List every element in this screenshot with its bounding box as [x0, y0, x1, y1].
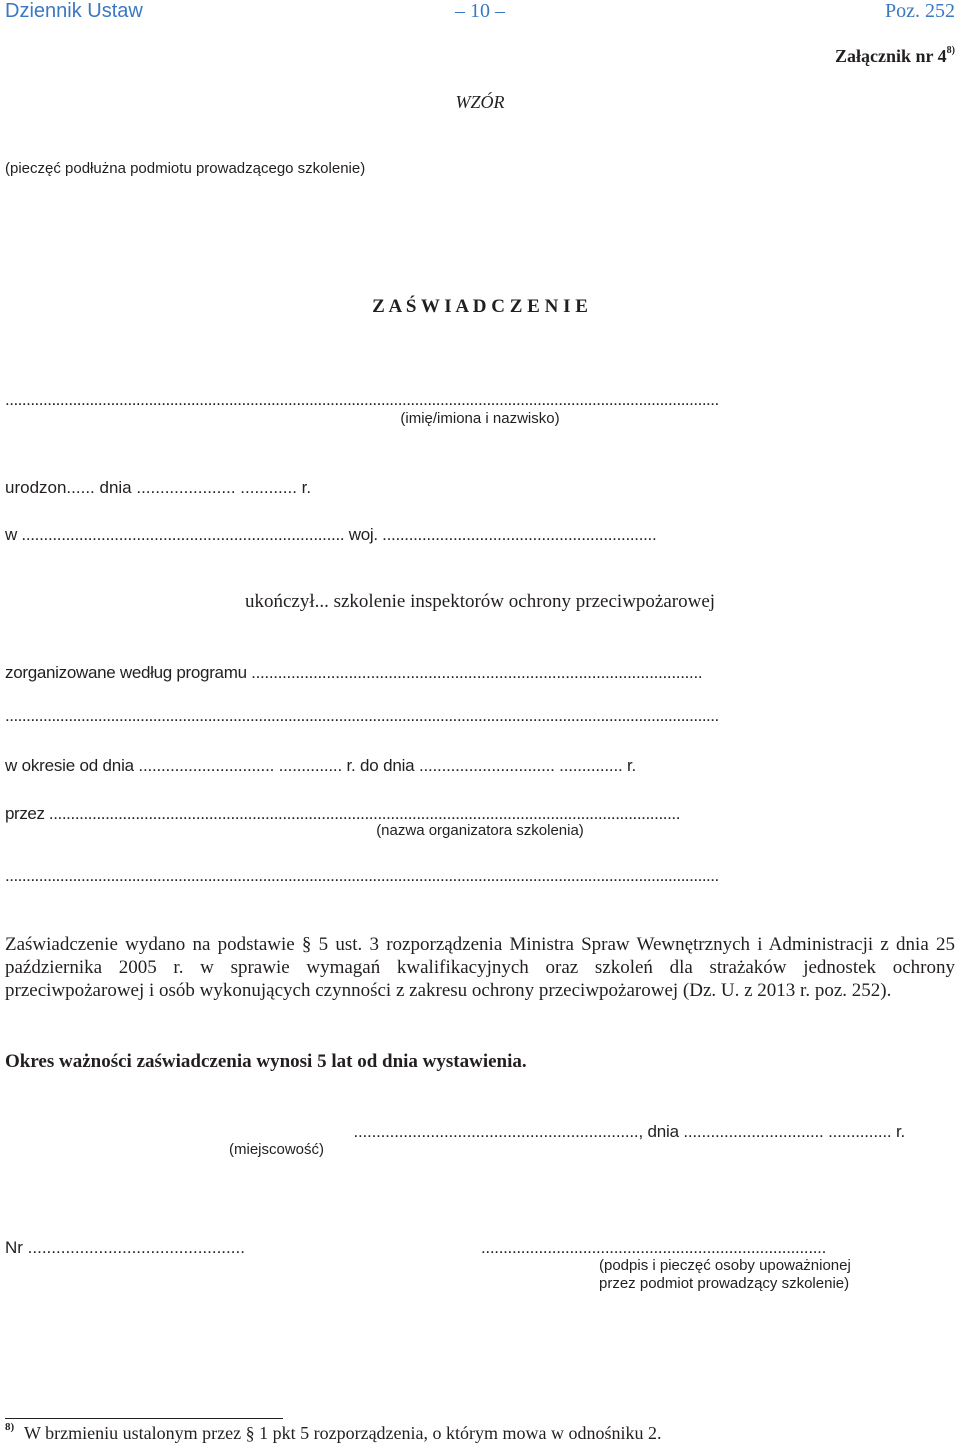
signature-caption-2: przez podmiot prowadzący szkolenie)	[599, 1275, 850, 1292]
signature-caption-1: (podpis i pieczęć osoby upoważnionej	[599, 1257, 851, 1274]
name-field[interactable]: .........................................................................................................................................................................	[5, 390, 719, 409]
birth-place-field[interactable]: w ......................................................................... woj. ..............................................................	[5, 525, 657, 544]
organizer-field-continued[interactable]: .........................................................................................................................................................................	[5, 866, 719, 885]
program-field[interactable]: zorganizowane według programu ......................................................................................................	[5, 663, 703, 682]
name-caption: (imię/imiona i nazwisko)	[400, 410, 560, 427]
period-field[interactable]: w okresie od dnia .............................. .............. r. do dnia .............................. .............. r.	[5, 756, 637, 775]
annex-label-text: Załącznik nr 4	[834, 46, 947, 66]
form-marker: WZÓR	[455, 92, 505, 112]
footnote-text: W brzmieniu ustalonym przez § 1 pkt 5 rozporządzenia, o którym mowa w odnośniku 2.	[24, 1423, 662, 1443]
place-date-field[interactable]: ..............................................................., dnia ............................... .............. r.	[353, 1122, 905, 1141]
journal-title: Dziennik Ustaw	[5, 0, 143, 22]
program-field-continued[interactable]: .........................................................................................................................................................................	[5, 706, 719, 725]
footnote-divider	[5, 1418, 283, 1419]
signature-field[interactable]: ..............................................................................	[481, 1238, 827, 1257]
legal-basis-paragraph: Zaświadczenie wydano na podstawie § 5 ust. 3 rozporządzenia Ministra Spraw Wewnętrznych i Administracji z dnia 25 października 2005 r. w sprawie wymagań kwalifikacyjnych oraz szkoleń dla strażaków jednostek ochrony przeciwpożarowej i osób wykonujących czynności z zakresu ochrony przeciwpożarowej (Dz. U. z 2013 r. poz. 252).	[5, 934, 955, 1001]
completed-course-line: ukończył... szkolenie inspektorów ochrony przeciwpożarowej	[244, 591, 716, 612]
organizer-field[interactable]: przez ..................................................................................................................................................	[5, 804, 681, 823]
annex-label	[835, 46, 955, 67]
footnote-marker: 8)	[5, 1421, 15, 1433]
annex-footnote-ref: 8)	[946, 45, 955, 56]
position-number: Poz. 252	[885, 0, 955, 22]
validity-statement: Okres ważności zaświadczenia wynosi 5 lat od dnia wystawienia.	[5, 1051, 527, 1072]
page-number: – 10 –	[455, 0, 505, 22]
document-title: Z A Ś W I A D C Z E N I E	[372, 296, 588, 317]
certificate-number-field[interactable]: Nr ..............................................	[5, 1238, 245, 1257]
stamp-note: (pieczęć podłużna podmiotu prowadzącego szkolenie)	[5, 160, 366, 177]
organizer-caption: (nazwa organizatora szkolenia)	[376, 822, 584, 839]
place-caption: (miejscowość)	[229, 1141, 325, 1158]
birth-date-field[interactable]: urodzon...... dnia ..................... ............ r.	[5, 478, 312, 497]
